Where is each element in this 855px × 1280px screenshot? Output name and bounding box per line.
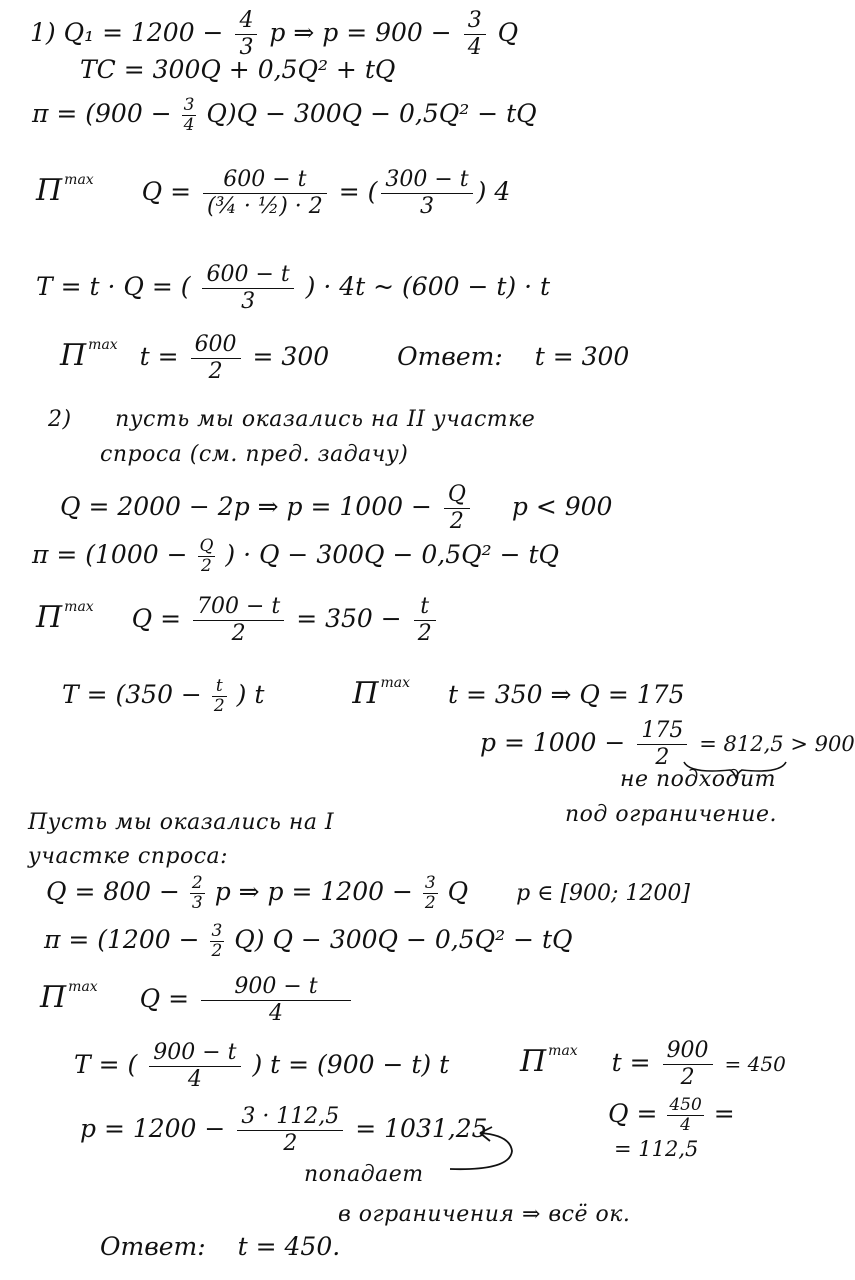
part3-profit-function: π = (1200 − $\frac{3}{2}$ Q) Q − 300Q − 0,5Q² − tQ <box>44 921 573 961</box>
part1-profit-function: π = (900 − $\frac{3}{4}$ Q)Q − 300Q − 0,5Q² − tQ <box>32 95 537 135</box>
part3-quantity-result: Q = $\frac{450}{4}$ = <box>608 1095 735 1135</box>
fraction: $\frac{3}{4}$ <box>464 8 486 61</box>
part3-tax-revenue: T = ( $\frac{900 - t}{4}$ ) t = (900 − t) t <box>74 1040 450 1092</box>
part3-demand-line: Q = 800 − $\frac{2}{3}$ p ⇒ p = 1200 − $\frac{3}{2}$ Q p ∈ [900; 1200] <box>46 873 690 913</box>
part1-answer-label: Ответ: <box>397 342 503 371</box>
part3-note-line1: попадает <box>304 1162 424 1187</box>
part2-note-line2: под ограничение. <box>565 802 777 827</box>
part2-optimal-quantity: Π $^{max}$ Q = $\frac{700 - t}{2}$ = 350 − $\frac{t}{2}$ <box>36 592 440 647</box>
part1-number: 1) <box>30 18 56 47</box>
part1-answer-value: t = 300 <box>534 342 630 371</box>
part3-optimal-tax: Π $^{max}$ t = $\frac{900}{2}$ = 450 <box>520 1038 786 1090</box>
part2-tax-revenue: T = (350 − $\frac{t}{2}$ ) t Π $^{max}$ t = 350 ⇒ Q = 175 <box>62 675 685 716</box>
part3-optimal-quantity: Π $^{max}$ Q = $\frac{900 - t}{4}$ <box>40 972 355 1027</box>
part1-tax-revenue: T = t · Q = ( $\frac{600 - t}{3}$ ) · 4t ~ (600 − t) · t <box>36 262 551 314</box>
profit-max-label: Π $^{max}$ <box>36 172 94 208</box>
part1-optimal-quantity: Π $^{max}$ Q = $\frac{600 - t}{\text{(¾ · ½) · 2}}$ = ( $\frac{300 - t}{3}$ ) 4 <box>36 167 511 219</box>
part2-intro-line1: 2) пусть мы оказались на II участке <box>48 407 536 432</box>
part1-optimal-tax: Π $^{max}$ t = $\frac{600}{2}$ = 300 Ответ: t = 300 <box>60 332 630 384</box>
part3-answer <box>100 1232 340 1262</box>
part2-demand-line: Q = 2000 − 2p ⇒ p = 1000 − $\frac{Q}{2}$ p < 900 <box>60 482 613 534</box>
part3-price-check: p = 1200 − $\frac{3 \cdot 112,5}{2}$ = 1031,25 <box>80 1104 488 1156</box>
fraction: $\frac{4}{3}$ <box>235 8 257 61</box>
part2-intro-line2: спроса (см. пред. задачу) <box>100 442 409 467</box>
curved-arrow-mark <box>440 1125 530 1175</box>
part2-profit-function: π = (1000 − $\frac{Q}{2}$ ) · Q − 300Q − 0,5Q² − tQ <box>32 536 560 576</box>
part3-quantity-value: = 112,5 <box>614 1137 699 1161</box>
part1-demand-line: 1) Q₁ = 1200 − $\frac{4}{3}$ p ⇒ p = 900 − $\frac{3}{4}$ Q <box>30 8 519 60</box>
part3-intro-line1: Пусть мы оказались на I <box>28 810 335 835</box>
part1-total-cost: TC = 300Q + 0,5Q² + tQ <box>80 55 396 84</box>
part3-answer-label: Ответ: <box>100 1232 206 1261</box>
part3-note-line2: в ограничения ⇒ всё ок. <box>338 1202 631 1227</box>
part2-price-check: p = 1000 − $\frac{175}{2}$ = 812,5 > 900 <box>480 718 855 770</box>
part2-note-line1: не подходит <box>620 767 776 792</box>
part3-answer-value: t = 450. <box>237 1232 341 1261</box>
part3-intro-line2: участке спроса: <box>28 844 229 869</box>
